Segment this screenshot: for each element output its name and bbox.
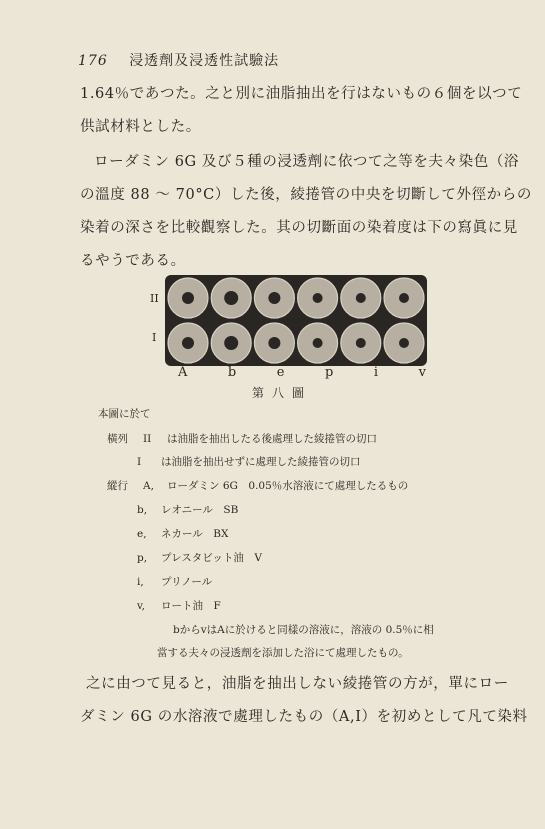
legend-text: ネカール BX bbox=[161, 528, 229, 540]
stained-core bbox=[313, 338, 323, 348]
legend-mark: I bbox=[137, 456, 142, 468]
text-line: の溫度 88 ～ 70°C）した後，綾捲管の中央を切斷して外徑からの bbox=[80, 187, 532, 203]
page-number: 176 bbox=[78, 53, 108, 69]
legend-footnote-line: bからvはAに於けると同樣の溶液に，溶液の 0.5％に相 bbox=[173, 624, 434, 636]
column-label: p bbox=[325, 365, 334, 380]
stained-core bbox=[182, 337, 194, 349]
photo-row-label: II bbox=[150, 292, 159, 305]
text-line: 1.64％であつた。之と別に油脂抽出を行はないもの６個を以つて bbox=[80, 86, 523, 102]
paragraph-3 bbox=[80, 668, 528, 734]
legend-col-p bbox=[137, 547, 262, 569]
legend-row-II bbox=[107, 428, 377, 450]
legend-row-I bbox=[137, 451, 361, 473]
stained-core bbox=[268, 337, 280, 349]
column-label: b bbox=[227, 365, 237, 380]
stained-core bbox=[224, 336, 238, 350]
legend-mark: p, bbox=[137, 552, 148, 564]
paragraph-1 bbox=[80, 78, 523, 144]
legend-mark: i, bbox=[137, 576, 144, 588]
column-label: A bbox=[178, 365, 188, 380]
column-label: v bbox=[418, 365, 426, 380]
legend-intro: 本圖に於て bbox=[98, 408, 151, 420]
stained-core bbox=[268, 292, 280, 304]
legend-col-v bbox=[137, 595, 221, 617]
column-label: i bbox=[373, 365, 379, 380]
text-line: ダミン 6G の水溶液で處理したもの（A,I）を初めとして凡て染料 bbox=[80, 709, 528, 725]
legend-mark: II bbox=[143, 433, 152, 445]
stained-core bbox=[399, 293, 409, 303]
running-header bbox=[78, 50, 279, 70]
legend-heading: 縱行 bbox=[107, 480, 128, 492]
legend-text: ロート油 F bbox=[161, 600, 221, 612]
text-line: るやうである。 bbox=[80, 253, 186, 269]
legend-text: プレスタビット油 V bbox=[161, 552, 262, 564]
figure-caption: 第八圖 bbox=[252, 386, 313, 400]
text-line: 供試材料とした。 bbox=[80, 119, 201, 135]
stained-core bbox=[182, 292, 194, 304]
legend-mark: b, bbox=[137, 504, 148, 516]
legend-col-e bbox=[137, 523, 228, 545]
stained-core bbox=[356, 293, 366, 303]
text-line: ローダミン 6G 及び５種の浸透劑に依つて之等を夫々染色（浴 bbox=[94, 154, 520, 170]
paragraph-2 bbox=[80, 146, 532, 278]
legend-text: は油脂を抽出せずに處理した綾捲管の切口 bbox=[161, 456, 361, 468]
stained-core bbox=[224, 291, 238, 305]
legend-mark: e, bbox=[137, 528, 147, 540]
legend-col-i bbox=[137, 571, 212, 593]
text-line: 之に由つて見ると，油脂を抽出しない綾捲管の方が，單にロー bbox=[86, 676, 509, 692]
legend-heading: 橫列 bbox=[107, 433, 128, 445]
legend-text: プリノール bbox=[161, 576, 213, 588]
running-title: 浸透劑及浸透性試驗法 bbox=[129, 53, 280, 69]
legend-text: は油脂を抽出したる後處理した綾捲管の切口 bbox=[167, 433, 377, 445]
stained-core bbox=[313, 293, 323, 303]
legend-text: レオニール SB bbox=[161, 504, 239, 516]
text-line: 染着の深さを比較觀察した。其の切斷面の染着度は下の寫眞に見 bbox=[80, 220, 518, 236]
cross-section-photograph bbox=[165, 275, 427, 366]
photo-column-labels bbox=[178, 365, 426, 380]
photo-row-label: I bbox=[152, 331, 157, 344]
legend-col-A bbox=[107, 475, 408, 497]
legend-footnote-line: 當する夫々の浸透劑を添加した浴にて處理したもの。 bbox=[157, 647, 409, 659]
column-label: e bbox=[276, 365, 285, 380]
legend-col-b bbox=[137, 499, 238, 521]
stained-core bbox=[399, 338, 409, 348]
legend-mark: v, bbox=[137, 600, 146, 612]
stained-core bbox=[356, 338, 366, 348]
legend-text: ローダミン 6G 0.05％水溶液にて處理したるもの bbox=[167, 480, 409, 492]
legend-mark: A, bbox=[143, 480, 154, 492]
